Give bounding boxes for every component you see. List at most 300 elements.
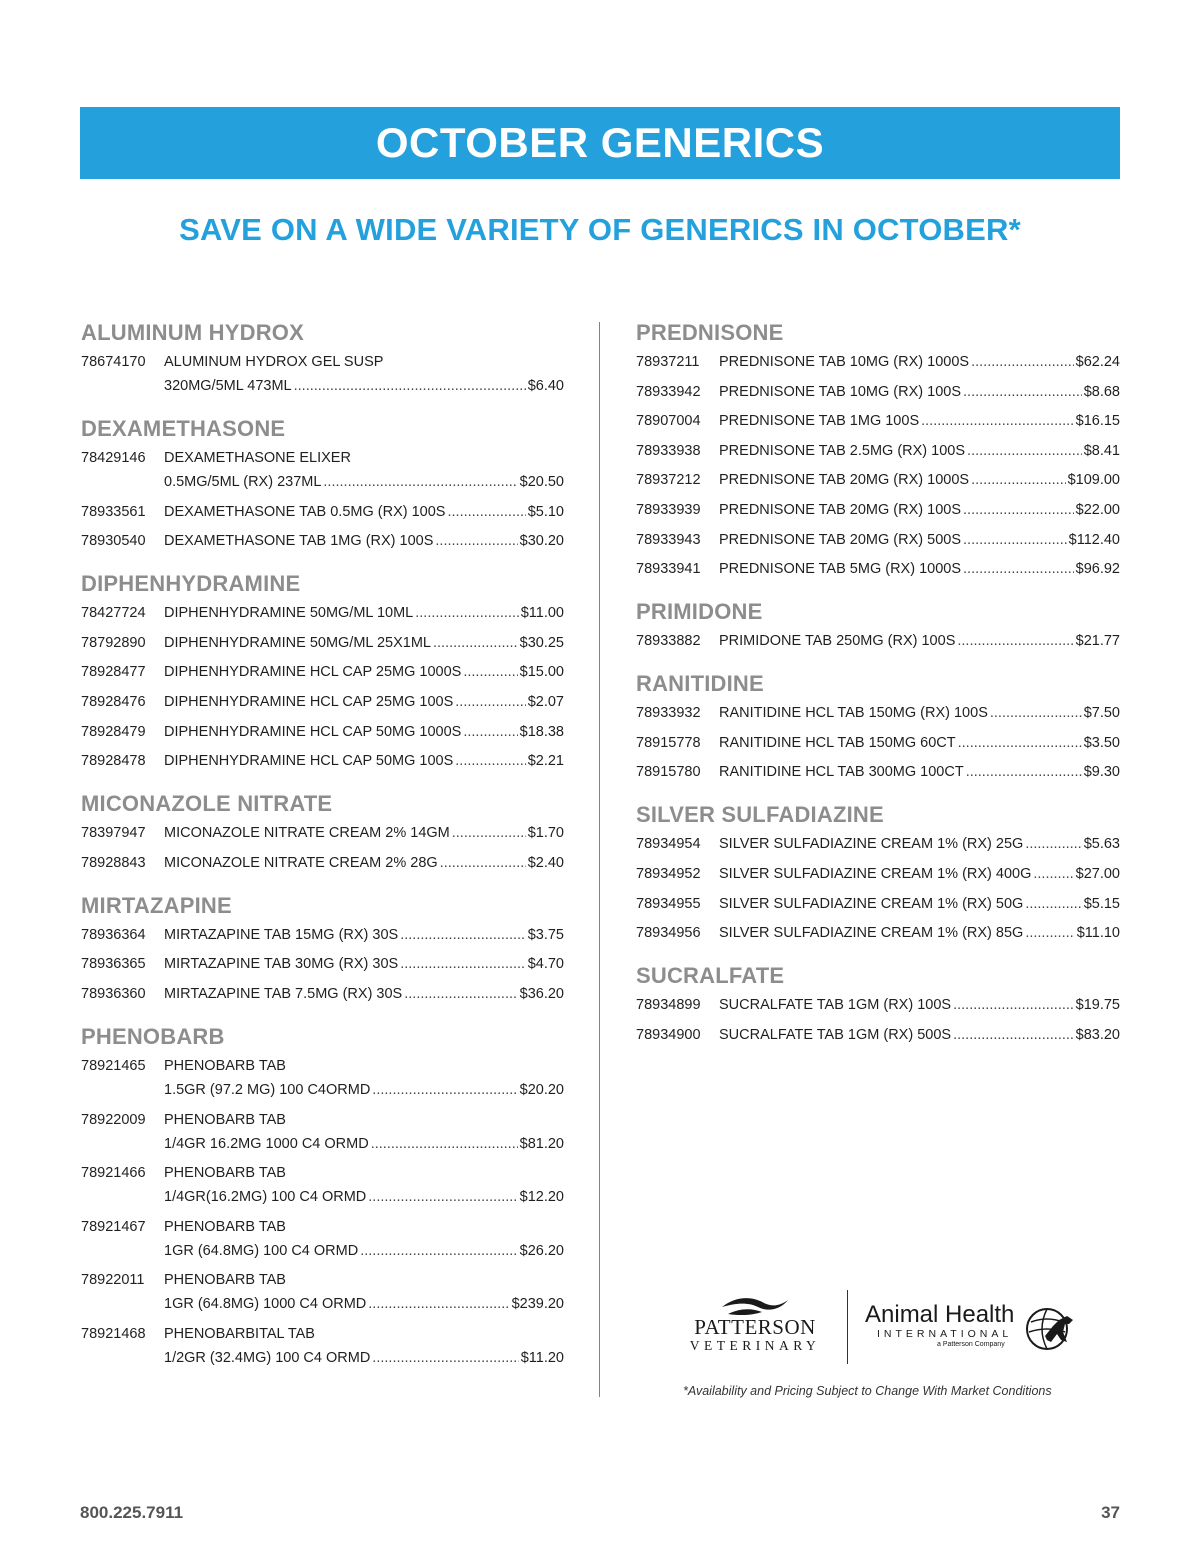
dot-leader: [323, 470, 517, 494]
product-section: [81, 414, 564, 553]
dot-leader: [415, 601, 518, 625]
product-code: 78907004: [636, 413, 701, 430]
product-code: 78928843: [81, 854, 146, 871]
product-line: [164, 1322, 564, 1346]
product-details: [164, 821, 564, 845]
product-details: [719, 439, 1120, 463]
product-description: 1/4GR 16.2MG 1000 C4 ORMD: [164, 1135, 369, 1152]
product-price: $18.38: [519, 723, 564, 740]
product-details: [719, 528, 1120, 552]
dot-leader: [963, 380, 1082, 404]
product-line: [719, 731, 1120, 755]
product-line: [164, 631, 564, 655]
product-code: 78936360: [81, 985, 146, 1002]
ahi-sub: INTERNATIONAL: [877, 1328, 1013, 1340]
product-price: $109.00: [1067, 472, 1120, 489]
dot-leader: [372, 1078, 517, 1102]
product-section: [81, 569, 564, 773]
product-row: [636, 701, 1120, 725]
footer-phone: 800.225.7911: [80, 1503, 184, 1522]
product-description: DEXAMETHASONE TAB 0.5MG (RX) 100S: [164, 503, 446, 520]
product-code: 78928476: [81, 693, 146, 710]
product-code: 78915778: [636, 734, 701, 751]
product-code: 78429146: [81, 450, 146, 466]
product-details: [164, 952, 564, 976]
dot-leader: [990, 701, 1082, 725]
product-line: [164, 601, 564, 625]
page-subtitle: SAVE ON A WIDE VARIETY OF GENERICS IN OCTOBER*: [179, 212, 1021, 247]
product-details: [719, 832, 1120, 856]
product-line: [164, 1215, 564, 1239]
product-details: [164, 660, 564, 684]
product-row: [636, 629, 1120, 653]
product-code: 78921468: [81, 1325, 146, 1342]
product-row: [636, 760, 1120, 784]
product-details: [164, 923, 564, 947]
product-row: [636, 1023, 1120, 1047]
product-price: $5.15: [1083, 895, 1120, 912]
product-description: SILVER SULFADIAZINE CREAM 1% (RX) 50G: [719, 895, 1024, 912]
product-section: [636, 318, 1120, 581]
product-row: [81, 851, 564, 875]
product-description: 1/4GR(16.2MG) 100 C4 ORMD: [164, 1189, 367, 1206]
product-price: $15.00: [519, 664, 564, 681]
dot-leader: [1025, 832, 1081, 856]
product-line: [719, 993, 1120, 1017]
header-banner: [80, 107, 1120, 179]
product-details: [164, 529, 564, 553]
dot-leader: [953, 1023, 1074, 1047]
product-section: [636, 669, 1120, 784]
product-row: [636, 380, 1120, 404]
product-row: [81, 1268, 564, 1316]
product-description: MICONAZOLE NITRATE CREAM 2% 28G: [164, 854, 438, 871]
dot-leader: [958, 731, 1082, 755]
product-line: [719, 832, 1120, 856]
product-row: [81, 446, 564, 494]
product-price: $5.63: [1083, 836, 1120, 853]
product-line: [719, 701, 1120, 725]
product-code: 78921465: [81, 1057, 146, 1074]
product-price: $96.92: [1075, 561, 1120, 578]
left-column: [81, 318, 564, 1386]
product-section: [636, 597, 1120, 653]
product-details: [164, 350, 564, 398]
product-row: [81, 720, 564, 744]
product-code: 78934900: [636, 1026, 701, 1043]
product-code: 78936365: [81, 956, 146, 973]
product-price: $6.40: [527, 378, 564, 394]
product-line: [164, 749, 564, 773]
product-line: [164, 660, 564, 684]
product-line: [164, 374, 564, 398]
section-title: ALUMINUM HYDROX: [81, 320, 304, 345]
product-description: DIPHENHYDRAMINE 50MG/ML 25X1ML: [164, 634, 431, 651]
product-description: RANITIDINE HCL TAB 150MG (RX) 100S: [719, 705, 988, 722]
product-line: [164, 821, 564, 845]
product-row: [81, 529, 564, 553]
ahi-tag: a Patterson Company: [937, 1341, 1005, 1348]
product-price: $11.20: [520, 1349, 564, 1366]
product-price: $239.20: [511, 1296, 564, 1313]
product-row: [636, 862, 1120, 886]
product-description: DEXAMETHASONE ELIXER: [164, 450, 351, 466]
section-title: SILVER SULFADIAZINE: [636, 802, 884, 828]
product-row: [636, 468, 1120, 492]
product-row: [636, 921, 1120, 945]
patterson-name: PATTERSON: [694, 1315, 816, 1339]
product-row: [81, 1108, 564, 1156]
dot-leader: [953, 993, 1074, 1017]
product-section: [81, 891, 564, 1006]
dot-leader: [967, 439, 1082, 463]
product-description: DIPHENHYDRAMINE 50MG/ML 10ML: [164, 605, 414, 622]
product-section: [636, 800, 1120, 945]
product-row: [636, 832, 1120, 856]
product-price: $21.77: [1075, 633, 1120, 650]
product-price: $12.20: [519, 1189, 564, 1206]
product-description: SILVER SULFADIAZINE CREAM 1% (RX) 25G: [719, 836, 1024, 853]
product-details: [719, 993, 1120, 1017]
dot-leader: [371, 1132, 518, 1156]
ahi-name: Animal Health: [865, 1301, 1015, 1328]
dot-leader: [463, 720, 517, 744]
product-row: [636, 350, 1120, 374]
product-line: [164, 470, 564, 494]
product-line: [719, 760, 1120, 784]
product-details: [164, 720, 564, 744]
product-price: $8.41: [1083, 442, 1120, 459]
globe-horse-icon: [1023, 1302, 1077, 1356]
product-description: PREDNISONE TAB 20MG (RX) 1000S: [719, 472, 970, 489]
product-line: [719, 409, 1120, 433]
product-row: [636, 528, 1120, 552]
dot-leader: [400, 923, 526, 947]
product-description: PHENOBARB TAB: [164, 1272, 286, 1289]
product-description: PREDNISONE TAB 10MG (RX) 1000S: [719, 354, 970, 370]
product-line: [164, 529, 564, 553]
product-price: $3.50: [1083, 734, 1120, 751]
product-row: [636, 439, 1120, 463]
product-details: [719, 468, 1120, 492]
dot-leader: [447, 500, 525, 524]
product-description: DIPHENHYDRAMINE HCL CAP 50MG 1000S: [164, 723, 462, 740]
product-line: [719, 1023, 1120, 1047]
product-row: [636, 557, 1120, 581]
section-title: PREDNISONE: [636, 320, 784, 345]
product-description: PREDNISONE TAB 20MG (RX) 100S: [719, 501, 962, 518]
product-details: [164, 500, 564, 524]
product-line: [719, 380, 1120, 404]
product-line: [719, 439, 1120, 463]
section-title: PRIMIDONE: [636, 599, 763, 625]
patterson-sub: VETERINARY: [689, 1338, 821, 1353]
dot-leader: [368, 1292, 509, 1316]
dot-leader: [1025, 892, 1081, 916]
page-title: OCTOBER GENERICS: [375, 119, 825, 166]
product-line: [164, 500, 564, 524]
product-description: SUCRALFATE TAB 1GM (RX) 500S: [719, 1026, 952, 1043]
product-line: [164, 1054, 564, 1078]
product-price: $2.40: [527, 854, 564, 871]
dot-leader: [440, 851, 526, 875]
product-description: MIRTAZAPINE TAB 7.5MG (RX) 30S: [164, 985, 403, 1002]
dot-leader: [463, 660, 517, 684]
product-details: [164, 1108, 564, 1156]
product-line: [719, 468, 1120, 492]
product-price: $1.70: [527, 825, 564, 842]
product-description: PREDNISONE TAB 20MG (RX) 500S: [719, 531, 962, 548]
product-description: DEXAMETHASONE TAB 1MG (RX) 100S: [164, 533, 434, 550]
dot-leader: [433, 631, 518, 655]
product-code: 78934899: [636, 997, 701, 1014]
product-details: [719, 760, 1120, 784]
product-details: [164, 1322, 564, 1370]
dot-leader: [435, 529, 517, 553]
product-price: $81.20: [519, 1135, 564, 1152]
product-code: 78921466: [81, 1165, 146, 1182]
product-description: PREDNISONE TAB 10MG (RX) 100S: [719, 383, 962, 400]
product-price: $19.75: [1075, 997, 1120, 1014]
product-description: PHENOBARB TAB: [164, 1057, 286, 1074]
product-price: $7.50: [1083, 705, 1120, 722]
product-row: [81, 500, 564, 524]
dot-leader: [455, 690, 525, 714]
dot-leader: [921, 409, 1074, 433]
product-section: [81, 789, 564, 875]
product-line: [719, 350, 1120, 374]
product-description: MIRTAZAPINE TAB 30MG (RX) 30S: [164, 956, 399, 973]
product-details: [164, 1161, 564, 1209]
product-row: [636, 993, 1120, 1017]
product-line: [719, 557, 1120, 581]
product-row: [81, 821, 564, 845]
product-description: ALUMINUM HYDROX GEL SUSP: [164, 354, 384, 370]
product-line: [164, 1268, 564, 1292]
dot-leader: [963, 498, 1074, 522]
product-price: $27.00: [1075, 865, 1120, 882]
dot-leader: [1033, 862, 1073, 886]
product-details: [719, 892, 1120, 916]
product-price: $11.10: [1076, 925, 1120, 942]
product-code: 78915780: [636, 764, 701, 781]
dot-leader: [372, 1346, 518, 1370]
product-price: $22.00: [1075, 501, 1120, 518]
product-line: [164, 690, 564, 714]
product-description: SUCRALFATE TAB 1GM (RX) 100S: [719, 997, 952, 1014]
product-section: [636, 961, 1120, 1047]
product-line: [164, 1161, 564, 1185]
column-divider: [599, 322, 600, 1397]
product-price: $9.30: [1083, 764, 1120, 781]
product-code: 78934956: [636, 925, 701, 942]
product-line: [719, 629, 1120, 653]
product-line: [719, 862, 1120, 886]
product-code: 78937211: [636, 354, 700, 370]
product-description: RANITIDINE HCL TAB 150MG 60CT: [719, 734, 956, 751]
product-description: PRIMIDONE TAB 250MG (RX) 100S: [719, 633, 956, 650]
product-row: [81, 631, 564, 655]
product-row: [636, 892, 1120, 916]
product-description: 1GR (64.8MG) 100 C4 ORMD: [164, 1242, 359, 1259]
product-row: [81, 749, 564, 773]
product-details: [164, 851, 564, 875]
product-line: [164, 350, 564, 374]
product-details: [164, 982, 564, 1006]
product-details: [719, 862, 1120, 886]
product-price: $62.24: [1075, 354, 1120, 370]
product-code: 78933938: [636, 442, 701, 459]
product-price: $112.40: [1068, 531, 1120, 548]
product-price: $20.20: [519, 1081, 564, 1098]
product-row: [81, 952, 564, 976]
product-description: PHENOBARB TAB: [164, 1218, 286, 1235]
product-price: $30.20: [519, 533, 564, 550]
product-code: 78933932: [636, 705, 701, 722]
product-details: [719, 380, 1120, 404]
product-code: 78933561: [81, 503, 146, 520]
dot-leader: [963, 557, 1074, 581]
product-code: 78934952: [636, 865, 701, 882]
product-details: [719, 409, 1120, 433]
product-code: 78928478: [81, 753, 146, 770]
product-description: DIPHENHYDRAMINE HCL CAP 50MG 100S: [164, 753, 454, 770]
product-price: $4.70: [527, 956, 564, 973]
product-line: [719, 921, 1120, 945]
right-column: [636, 318, 1120, 1063]
product-description: PHENOBARBITAL TAB: [164, 1325, 315, 1342]
product-description: PREDNISONE TAB 1MG 100S: [719, 413, 920, 430]
product-description: PHENOBARB TAB: [164, 1165, 286, 1182]
product-code: 78928477: [81, 664, 146, 681]
product-line: [164, 1108, 564, 1132]
product-description: PREDNISONE TAB 5MG (RX) 1000S: [719, 561, 962, 578]
product-line: [164, 1132, 564, 1156]
product-code: 78921467: [81, 1218, 146, 1235]
section-title: DIPHENHYDRAMINE: [81, 571, 301, 597]
product-description: 320MG/5ML 473ML: [164, 378, 292, 394]
product-code: 78934955: [636, 895, 701, 912]
section-title: SUCRALFATE: [636, 963, 785, 989]
product-price: $83.20: [1075, 1026, 1120, 1043]
product-line: [719, 528, 1120, 552]
product-description: 1.5GR (97.2 MG) 100 C4ORMD: [164, 1081, 371, 1098]
product-description: MIRTAZAPINE TAB 15MG (RX) 30S: [164, 926, 399, 943]
product-description: RANITIDINE HCL TAB 300MG 100CT: [719, 764, 964, 781]
product-description: PHENOBARB TAB: [164, 1111, 286, 1128]
product-code: 78933943: [636, 531, 701, 548]
product-description: SILVER SULFADIAZINE CREAM 1% (RX) 400G: [719, 865, 1032, 882]
product-code: 78933882: [636, 633, 701, 650]
section-title: PHENOBARB: [81, 1023, 225, 1049]
product-row: [81, 982, 564, 1006]
product-line: [164, 1078, 564, 1102]
dot-leader: [1025, 921, 1074, 945]
section-title: DEXAMETHASONE: [81, 416, 286, 441]
product-details: [164, 690, 564, 714]
product-row: [81, 1161, 564, 1209]
product-line: [719, 892, 1120, 916]
product-row: [81, 601, 564, 625]
product-line: [164, 952, 564, 976]
product-row: [81, 1215, 564, 1263]
product-price: $2.21: [527, 753, 564, 770]
product-price: $8.68: [1083, 383, 1120, 400]
product-code: 78792890: [81, 634, 146, 651]
product-line: [164, 1185, 564, 1209]
dot-leader: [957, 629, 1073, 653]
logo-separator: [847, 1290, 848, 1364]
product-description: 0.5MG/5ML (RX) 237ML: [164, 474, 322, 490]
product-row: [81, 350, 564, 398]
dot-leader: [294, 374, 526, 398]
product-code: 78933942: [636, 383, 701, 400]
product-price: $3.75: [527, 926, 564, 943]
dot-leader: [368, 1185, 517, 1209]
product-row: [81, 660, 564, 684]
dot-leader: [971, 350, 1074, 374]
page-number: 37: [1101, 1503, 1120, 1522]
dot-leader: [455, 749, 525, 773]
product-details: [719, 629, 1120, 653]
dot-leader: [360, 1239, 517, 1263]
product-section: [81, 1022, 564, 1370]
product-line: [164, 1239, 564, 1263]
product-details: [719, 701, 1120, 725]
product-line: [164, 1292, 564, 1316]
disclaimer: *Availability and Pricing Subject to Change With Market Conditions: [683, 1384, 1052, 1398]
product-price: $26.20: [519, 1242, 564, 1259]
product-code: 78922009: [81, 1111, 146, 1128]
patterson-swoosh-icon: [718, 1294, 792, 1316]
product-details: [719, 350, 1120, 374]
product-details: [719, 731, 1120, 755]
product-row: [636, 409, 1120, 433]
product-line: [164, 1346, 564, 1370]
product-details: [719, 557, 1120, 581]
product-code: 78937212: [636, 472, 701, 489]
product-price: $30.25: [519, 634, 564, 651]
product-details: [164, 1054, 564, 1102]
product-price: $36.20: [519, 985, 564, 1002]
product-code: 78928479: [81, 723, 146, 740]
product-details: [164, 446, 564, 494]
product-code: 78922011: [81, 1272, 145, 1289]
product-line: [164, 446, 564, 470]
product-description: 1GR (64.8MG) 1000 C4 ORMD: [164, 1296, 367, 1313]
product-line: [719, 498, 1120, 522]
product-code: 78427724: [81, 605, 146, 622]
product-row: [81, 690, 564, 714]
product-description: PREDNISONE TAB 2.5MG (RX) 100S: [719, 442, 966, 459]
product-code: 78397947: [81, 825, 146, 842]
product-price: $16.15: [1075, 413, 1120, 430]
section-title: MICONAZOLE NITRATE: [81, 791, 333, 817]
product-line: [164, 982, 564, 1006]
product-details: [164, 749, 564, 773]
product-section: [81, 318, 564, 398]
product-details: [719, 1023, 1120, 1047]
section-title: MIRTAZAPINE: [81, 892, 232, 918]
product-line: [164, 851, 564, 875]
product-row: [636, 731, 1120, 755]
product-code: 78936364: [81, 926, 146, 943]
product-description: MICONAZOLE NITRATE CREAM 2% 14GM: [164, 825, 450, 842]
dot-leader: [452, 821, 526, 845]
section-title: RANITIDINE: [636, 671, 764, 697]
product-row: [81, 1322, 564, 1370]
patterson-veterinary-logo: [680, 1294, 830, 1353]
